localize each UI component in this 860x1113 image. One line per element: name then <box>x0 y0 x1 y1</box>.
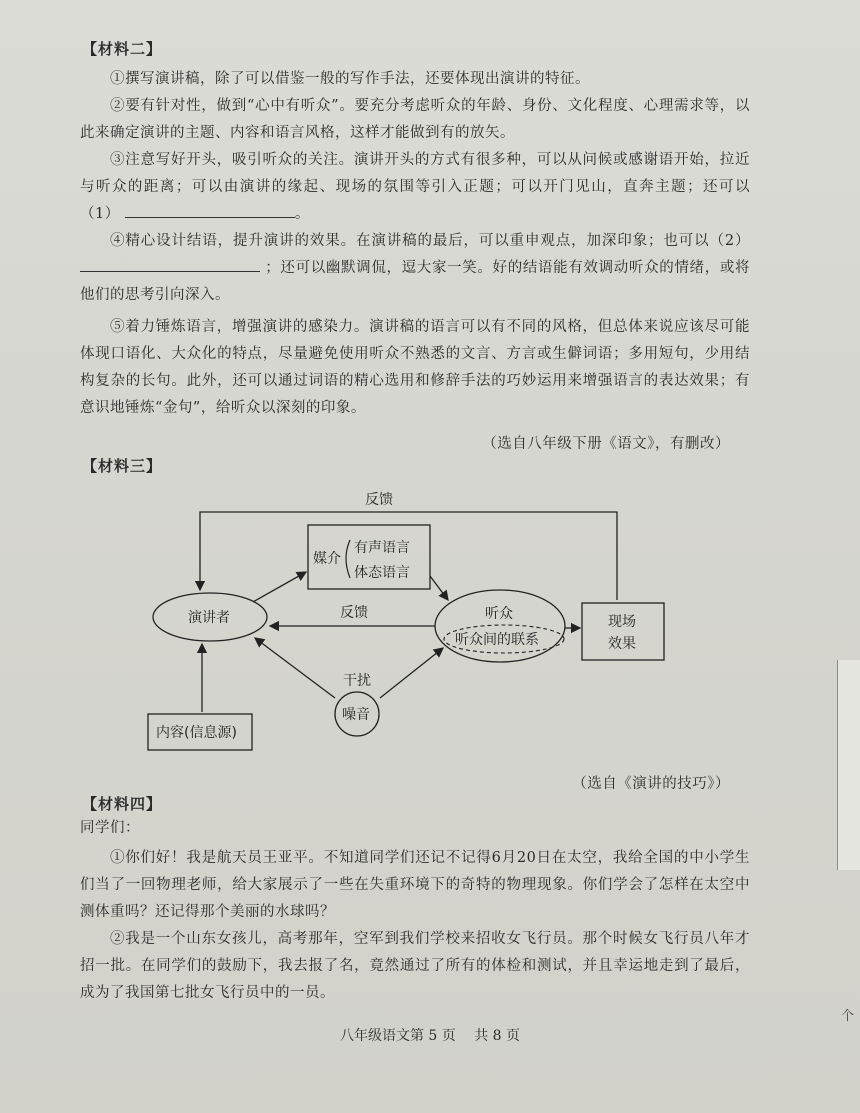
speaker-to-medium-arrow <box>253 572 306 602</box>
material2-p1-text: ①撰写演讲稿，除了可以借鉴一般的写作手法，还要体现出演讲的特征。 <box>110 71 590 87</box>
material2-paragraph-3 <box>80 147 750 228</box>
material2-paragraph-1 <box>80 66 750 93</box>
adjacent-page-text: 个 <box>840 1009 854 1024</box>
content-label: 内容(信息源) <box>156 725 237 741</box>
blank-1-label: （1） <box>80 206 120 222</box>
answer-blank-2[interactable] <box>80 255 260 272</box>
audience-label: 听众 <box>485 606 513 622</box>
material2-p4-text-b: ；还可以幽默调侃，逗大家一笑。好的结语能有效调动听众的情绪，或将他们的思考引向深入。 <box>80 260 751 303</box>
audience-ellipse <box>435 590 565 662</box>
material2-paragraph-5 <box>80 314 750 422</box>
noise-to-audience-arrow <box>380 648 443 698</box>
material4-p2-text: ②我是一个山东女孩儿，高考那年，空军到我们学校来招收女飞行员。那个时候女飞行员八年才招一批。在同学们的鼓励下，我去报了名，竟然通过了所有的体检和测试，并且幸运地走到了最后，成为了我国第七批女飞行员中的一员。 <box>80 931 750 1001</box>
material3-source: （选自《演讲的技巧》） <box>572 776 730 792</box>
medium-to-audience-arrow <box>430 576 448 600</box>
medium-item-voice: 有声语言 <box>354 540 410 556</box>
noise-label: 噪音 <box>342 707 370 723</box>
feedback-top-label: 反馈 <box>365 492 393 508</box>
noise-to-speaker-arrow <box>255 638 335 698</box>
material2-p3-text: ③注意写好开头，吸引听众的关注。演讲开头的方式有很多种，可以从问候或感谢语开始，拉近与听众的距离；可以由演讲的缘起、现场的氛围等引入正题；可以开门见山，直奔主题；还可以 <box>80 152 750 195</box>
speaker-label: 演讲者 <box>188 610 230 626</box>
medium-item-body: 体态语言 <box>354 565 410 581</box>
material2-heading: 【材料二】 <box>82 40 163 58</box>
material3-heading: 【材料三】 <box>82 457 163 475</box>
material4-p1-text: ①你们好！我是航天员王亚平。不知道同学们还记不记得6月20日在太空，我给全国的中小学生们当了一回物理老师，给大家展示了一些在失重环境下的奇特的物理现象。你们学会了怎样在太空中测体重吗？还记得那个美丽的水球吗？ <box>80 850 750 920</box>
material2-p5-text: ⑤着力锤炼语言，增强演讲的感染力。演讲稿的语言可以有不同的风格，但总体来说应该尽可能体现口语化、大众化的特点，尽量避免使用听众不熟悉的文言、方言或生僻词语；多用短句，少用结构复杂的长句。此外，还可以通过词语的精心选用和修辞手法的巧妙运用来增强语言的表达效果；有意识地锤炼“金句”，给听众以深刻的印象。 <box>80 319 750 416</box>
interference-label: 干扰 <box>343 673 371 689</box>
medium-label: 媒介 <box>313 551 341 567</box>
material4-paragraph-1 <box>80 845 750 926</box>
onsite-effect-line1: 现场 <box>608 614 636 630</box>
material2-p2-text: ②要有针对性，做到“心中有听众”。要充分考虑听众的年龄、身份、文化程度、心理需求等，以此来确定演讲的主题、内容和语言风格，这样才能做到有的放矢。 <box>80 98 750 141</box>
page-footer: 八年级语文第 5 页 共 8 页 <box>339 1028 521 1044</box>
blank-2-label: （2） <box>709 233 751 249</box>
material2-source: （选自八年级下册《语文》，有删改） <box>482 436 730 452</box>
blank-1-end: 。 <box>294 206 310 222</box>
material2-paragraph-2 <box>80 93 750 147</box>
feedback-mid-label: 反馈 <box>340 605 368 621</box>
adjacent-page-edge <box>837 660 860 870</box>
audience-link-label: 听众间的联系 <box>455 632 539 648</box>
material4-paragraph-2 <box>80 926 750 1007</box>
medium-brace <box>346 540 350 578</box>
material4-greeting: 同学们： <box>80 820 140 836</box>
answer-blank-1[interactable] <box>125 201 295 218</box>
material2-p4-text-a: ④精心设计结语，提升演讲的效果。在演讲稿的最后，可以重申观点，加深印象；也可以 <box>110 233 710 249</box>
material2-paragraph-4 <box>80 228 750 309</box>
material4-heading: 【材料四】 <box>82 795 163 813</box>
speech-communication-diagram <box>130 480 690 760</box>
onsite-effect-line2: 效果 <box>608 636 636 652</box>
